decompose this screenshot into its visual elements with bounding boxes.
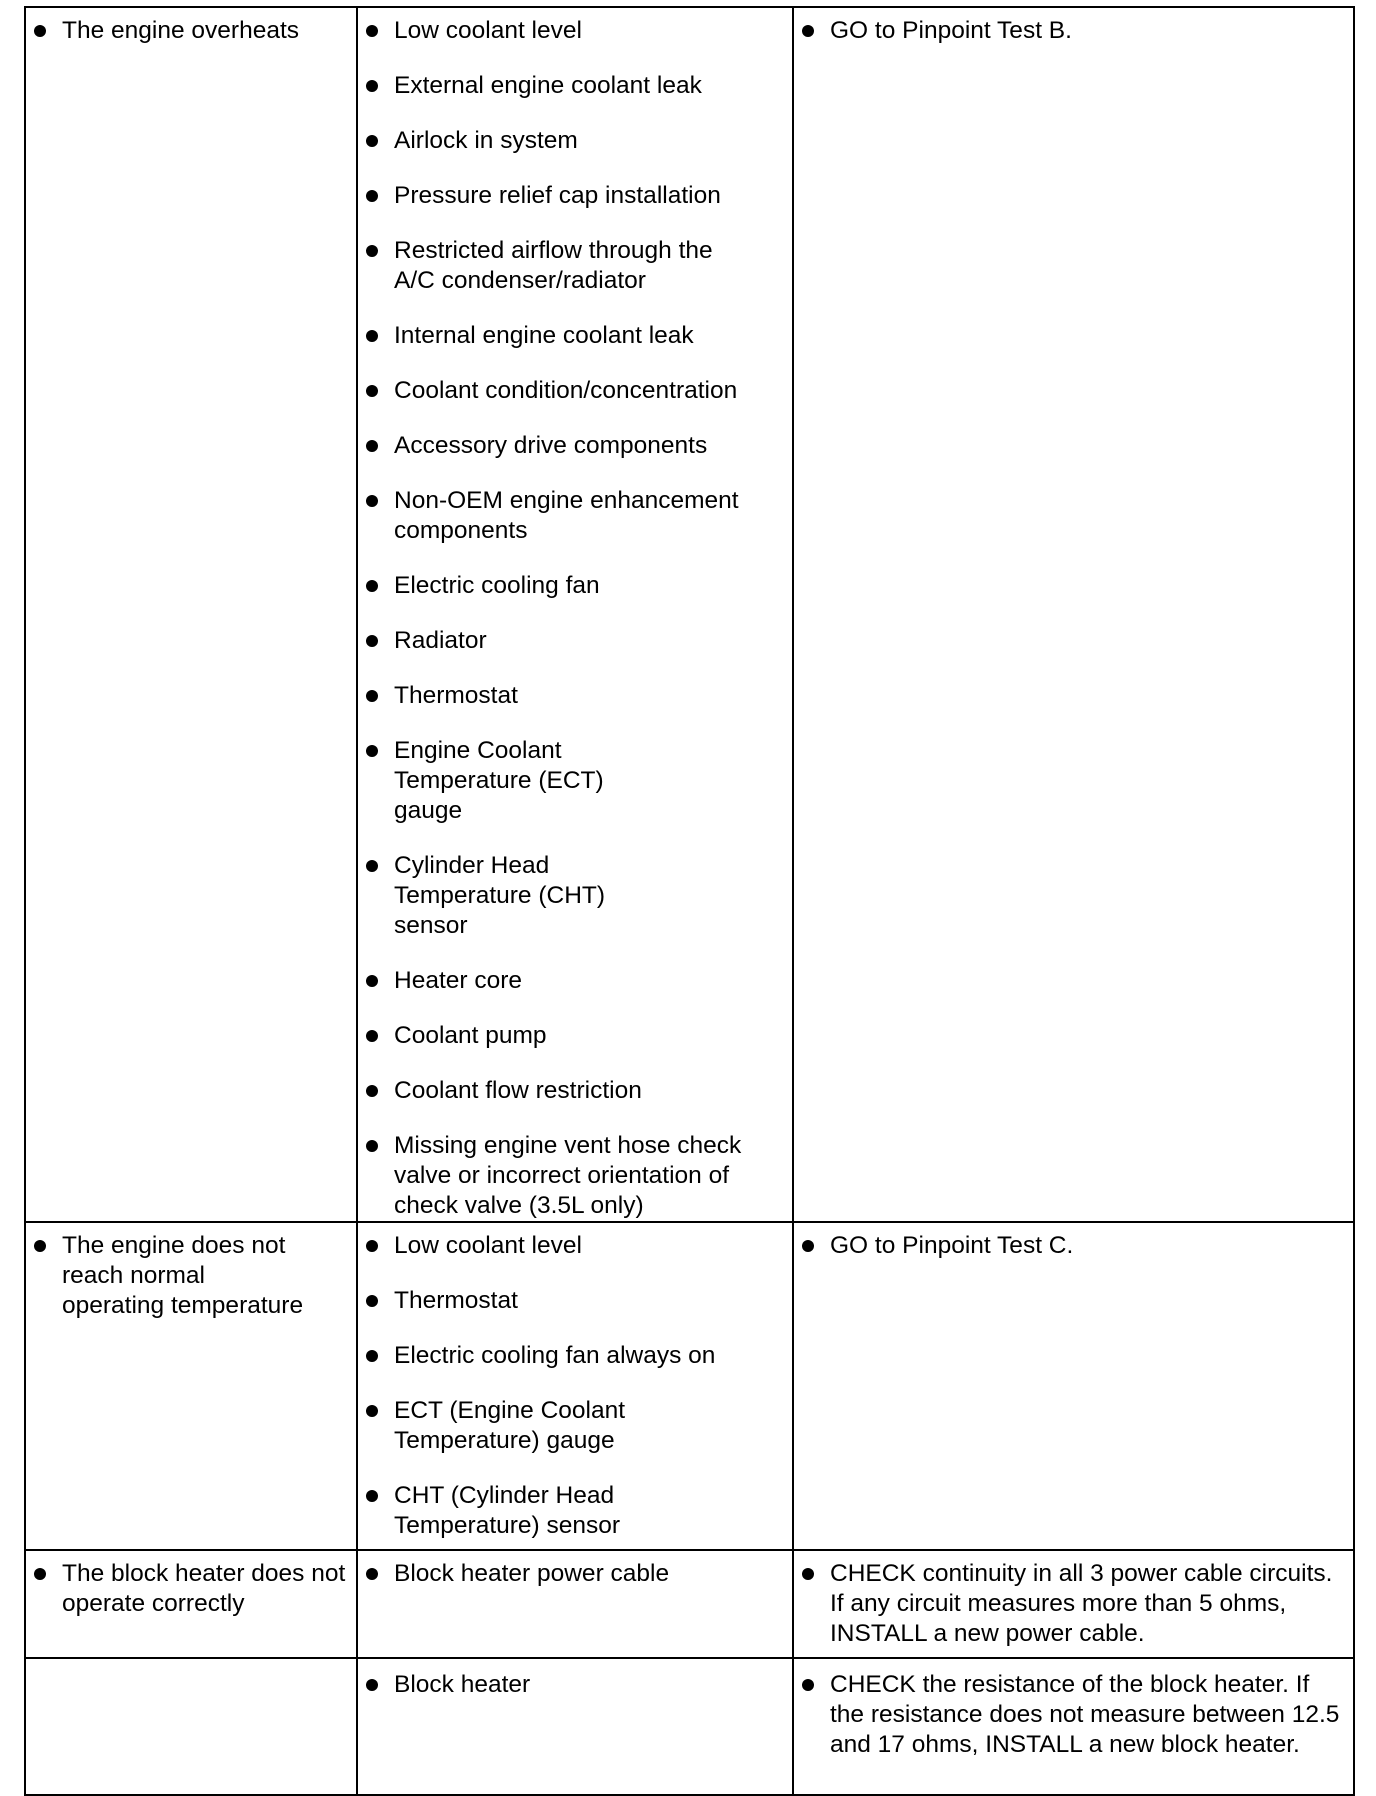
action-item: GO to Pinpoint Test C. <box>800 1231 1347 1261</box>
cause-item: Pressure relief cap installation <box>364 181 786 211</box>
table-row <box>25 1658 1354 1795</box>
action-item: CHECK the resistance of the block heater. If the resistance does not measure between 12.5 and 17 ohms, INSTALL a new block heater. <box>800 1670 1347 1760</box>
cause-item: Restricted airflow through the A/C condenser/radiator <box>364 236 786 296</box>
symptom-cell <box>25 1550 357 1658</box>
symptom-list <box>32 1559 350 1619</box>
symptom-cell <box>25 7 357 1222</box>
action-item: CHECK continuity in all 3 power cable circuits. If any circuit measures more than 5 ohms, INSTALL a new power cable. <box>800 1559 1347 1649</box>
cause-item: Thermostat <box>364 1286 786 1316</box>
action-cell <box>793 1222 1354 1550</box>
cause-item: Coolant condition/concentration <box>364 376 786 406</box>
symptom-item: The engine does not reach normal operating temperature <box>32 1231 350 1321</box>
diagnosis-table <box>24 6 1355 1796</box>
action-list <box>800 1559 1347 1649</box>
action-item: GO to Pinpoint Test B. <box>800 16 1347 46</box>
causes-cell <box>357 1550 793 1658</box>
action-list <box>800 16 1347 46</box>
cause-item: Accessory drive components <box>364 431 786 461</box>
symptom-list <box>32 1231 350 1321</box>
table-row <box>25 7 1354 1222</box>
cause-item: Coolant flow restriction <box>364 1076 786 1106</box>
action-cell <box>793 1550 1354 1658</box>
symptom-cell <box>25 1222 357 1550</box>
cause-item: Engine Coolant Temperature (ECT) gauge <box>364 736 786 826</box>
cause-item: Cylinder Head Temperature (CHT) sensor <box>364 851 786 941</box>
causes-list <box>364 1670 786 1700</box>
causes-cell <box>357 7 793 1222</box>
table-row <box>25 1222 1354 1550</box>
cause-item: Low coolant level <box>364 16 786 46</box>
cause-item: Radiator <box>364 626 786 656</box>
causes-list <box>364 1559 786 1589</box>
action-cell <box>793 1658 1354 1795</box>
cause-item: Thermostat <box>364 681 786 711</box>
cause-item: Block heater power cable <box>364 1559 786 1589</box>
causes-list <box>364 16 786 1221</box>
cause-item: Coolant pump <box>364 1021 786 1051</box>
action-cell <box>793 7 1354 1222</box>
cause-item: Airlock in system <box>364 126 786 156</box>
cause-item: Internal engine coolant leak <box>364 321 786 351</box>
symptom-item: The engine overheats <box>32 16 350 46</box>
cause-item: Electric cooling fan always on <box>364 1341 786 1371</box>
causes-cell <box>357 1658 793 1795</box>
cause-item: External engine coolant leak <box>364 71 786 101</box>
causes-cell <box>357 1222 793 1550</box>
symptom-list <box>32 16 350 46</box>
cause-item: Low coolant level <box>364 1231 786 1261</box>
cause-item: Non-OEM engine enhancement components <box>364 486 786 546</box>
cause-item: Heater core <box>364 966 786 996</box>
cause-item: ECT (Engine Coolant Temperature) gauge <box>364 1396 786 1456</box>
action-list <box>800 1670 1347 1760</box>
cause-item: Missing engine vent hose check valve or incorrect orientation of check valve (3.5L only) <box>364 1131 786 1221</box>
cause-item: CHT (Cylinder Head Temperature) sensor <box>364 1481 786 1541</box>
causes-list <box>364 1231 786 1541</box>
cause-item: Block heater <box>364 1670 786 1700</box>
symptom-item: The block heater does not operate correctly <box>32 1559 350 1619</box>
table-row <box>25 1550 1354 1658</box>
action-list <box>800 1231 1347 1261</box>
cause-item: Electric cooling fan <box>364 571 786 601</box>
symptom-cell-empty <box>25 1658 357 1795</box>
